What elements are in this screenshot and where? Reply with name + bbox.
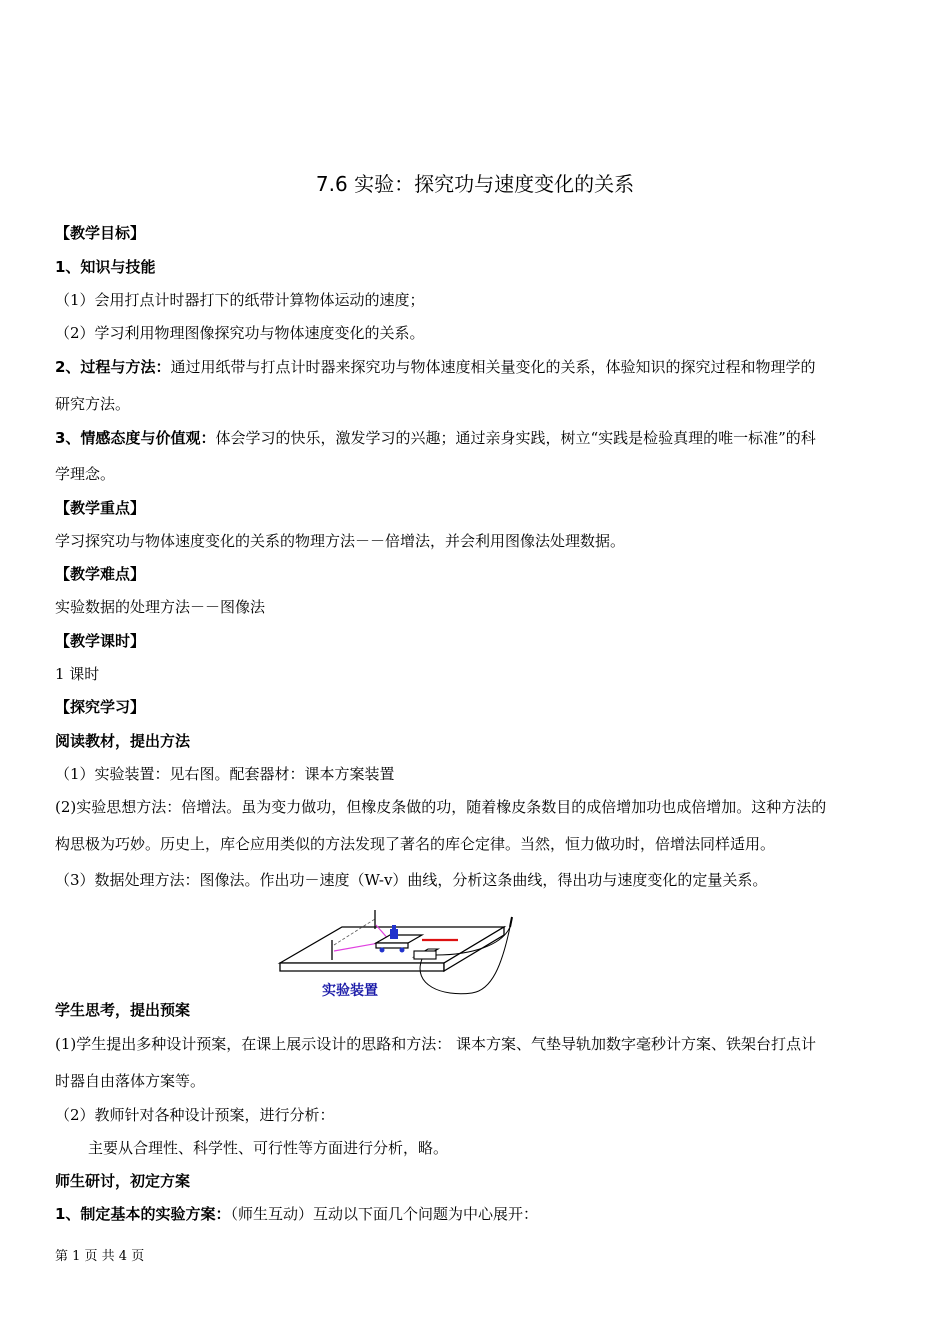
cart-wheel-1 — [380, 948, 385, 953]
k2-text-b: 研究方法。 — [55, 395, 131, 413]
figure-caption: 实验装置 — [322, 983, 378, 999]
think-heading: 学生思考，提出预案 — [55, 1001, 191, 1019]
read-item-1: （1）实验装置：见右图。配套器材：课本方案装置 — [55, 765, 395, 783]
k2-label: 2、过程与方法： — [55, 358, 171, 376]
k3-label: 3、情感态度与价值观： — [55, 429, 216, 447]
hours-text: 1 课时 — [55, 665, 100, 683]
read-item-2b: 构思极为巧妙。历史上，库仑应用类似的方法发现了著名的库仑定律。当然，恒力做功时，倍增法同样适用。 — [55, 835, 776, 853]
board-front — [280, 963, 444, 971]
think-item-1b: 时器自由落体方案等。 — [55, 1072, 206, 1090]
plan-paragraph — [55, 1204, 900, 1224]
explore-heading: 【探究学习】 — [55, 698, 146, 716]
cart-marker — [390, 929, 398, 939]
read-item-3: （3）数据处理方法：图像法。作出功－速度（W-v）曲线，分析这条曲线，得出功与速度变化的定量关系。 — [55, 871, 768, 889]
goal-heading: 【教学目标】 — [55, 224, 146, 242]
timer-body — [414, 951, 436, 959]
k3-text-b: 学理念。 — [55, 465, 116, 483]
read-heading: 阅读教材，提出方法 — [55, 732, 191, 750]
apparatus-figure — [272, 905, 532, 1005]
think-item-1a: (1)学生提出多种设计预案，在课上展示设计的思路和方法： 课本方案、气垫导轨加数字毫秒计方案、铁架台打点计 — [55, 1035, 817, 1053]
think-item-2: （2）教师针对各种设计预案，进行分析： — [55, 1106, 335, 1124]
plan-text: （师生互动）互动以下面几个问题为中心展开： — [230, 1205, 538, 1223]
focus-text: 学习探究功与物体速度变化的关系的物理方法－－倍增法，并会利用图像法处理数据。 — [55, 532, 626, 550]
k1-item-2: （2）学习利用物理图像探究功与物体速度变化的关系。 — [55, 324, 425, 342]
difficulty-text: 实验数据的处理方法－－图像法 — [55, 598, 266, 616]
cart-wheel-2 — [400, 948, 405, 953]
page-title: 7.6 实验：探究功与速度变化的关系 — [315, 172, 635, 196]
plan-label: 1、制定基本的实验方案： — [55, 1205, 231, 1223]
read-item-2a: (2)实验思想方法：倍增法。虽为变力做功，但橡皮条做的功，随着橡皮条数目的成倍增加功也成倍增加。这种方法的 — [55, 798, 827, 816]
plug — [510, 917, 512, 927]
cart-marker-top — [392, 925, 396, 930]
k3-text-a: 体会学习的快乐，激发学习的兴趣；通过亲身实践，树立“实践是检验真理的唯一标准”的科 — [215, 429, 816, 447]
hours-heading: 【教学课时】 — [55, 632, 146, 650]
k3-paragraph — [55, 428, 900, 448]
difficulty-heading: 【教学难点】 — [55, 565, 146, 583]
k1-item-1: （1）会用打点计时器打下的纸带计算物体运动的速度； — [55, 291, 425, 309]
discuss-heading: 师生研讨，初定方案 — [55, 1172, 191, 1190]
page-footer: 第 1 页 共 4 页 — [55, 1249, 145, 1264]
focus-heading: 【教学重点】 — [55, 499, 146, 517]
k2-paragraph — [55, 357, 900, 377]
cart-body — [376, 943, 408, 948]
think-item-2-sub: 主要从合理性、科学性、可行性等方面进行分析，略。 — [88, 1139, 449, 1157]
k1-heading: 1、知识与技能 — [55, 258, 156, 276]
k2-text-a: 通过用纸带与打点计时器来探究功与物体速度相关量变化的关系，体验知识的探究过程和物理学的 — [170, 358, 816, 376]
